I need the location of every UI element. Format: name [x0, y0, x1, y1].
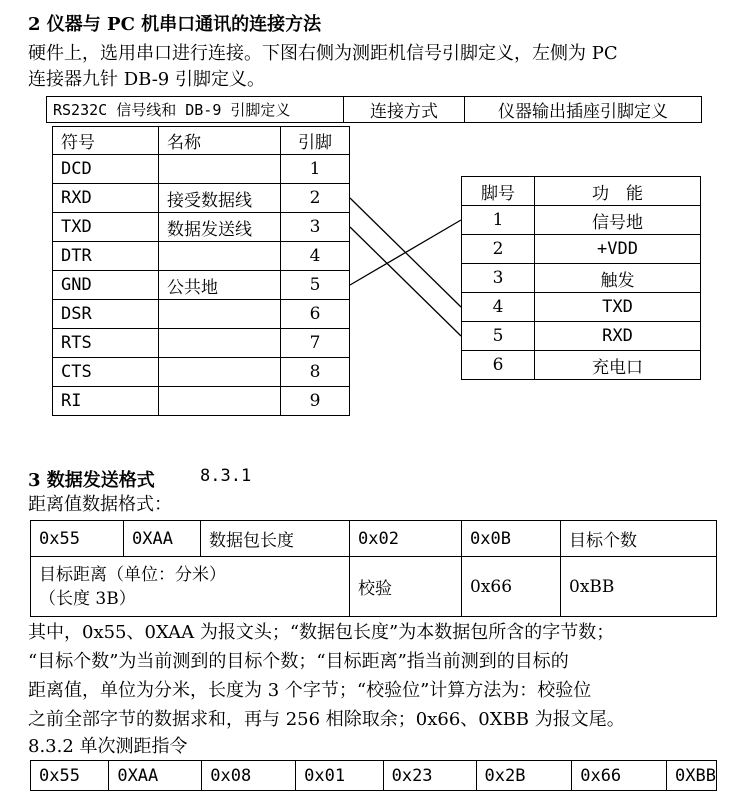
explain-line2: “目标个数”为当前测到的目标个数；“目标距离”指当前测到的目标的 — [28, 651, 569, 672]
section-2-text-line1: 硬件上，选用串口进行连接。下图右侧为测距机信号引脚定义，左侧为 PC — [28, 43, 618, 64]
db9-cell-symbol: DCD — [53, 155, 159, 184]
instrument-cell-pin: 1 — [462, 206, 535, 235]
header-connection: 连接方式 — [344, 97, 465, 123]
explain-line3: 距离值，单位为分米，长度为 3 个字节；“校验位”计算方法为：校验位 — [28, 680, 592, 701]
db9-cell-name: 接受数据线 — [159, 184, 281, 213]
distance-format-table — [30, 520, 717, 617]
command-byte: 0x01 — [296, 761, 383, 791]
wire-txd-to-rxd — [350, 227, 461, 336]
db9-cell-pin: 9 — [281, 387, 350, 416]
db9-cell-symbol: RTS — [53, 329, 159, 358]
db9-header-name: 名称 — [159, 127, 281, 155]
single-command-title: 8.3.2 单次测距指令 — [28, 736, 188, 757]
db9-cell-symbol: RXD — [53, 184, 159, 213]
db9-cell-pin: 8 — [281, 358, 350, 387]
db9-header-pin: 引脚 — [281, 127, 350, 155]
section-2-title: 2 仪器与 PC 机串口通讯的连接方法 — [28, 14, 322, 35]
instrument-cell-function: 充电口 — [535, 351, 701, 380]
command-byte: 0XBB — [667, 761, 717, 791]
db9-cell-pin: 1 — [281, 155, 350, 184]
command-byte: 0x23 — [383, 761, 476, 791]
command-byte: 0x08 — [202, 761, 296, 791]
section-3-subnumber: 8.3.1 — [200, 466, 252, 486]
single-command-table — [30, 760, 717, 791]
format-target-distance — [31, 557, 350, 617]
explain-line1: 其中，0x55、0XAA 为报文头；“数据包长度”为本数据包所含的字节数； — [28, 622, 615, 643]
wire-gnd-to-ground — [350, 220, 461, 285]
db9-cell-pin: 7 — [281, 329, 350, 358]
section-2-text-line2: 连接器九针 DB-9 引脚定义。 — [28, 69, 265, 90]
db9-cell-symbol: DTR — [53, 242, 159, 271]
format-target-distance-line1: 目标距离（单位：分米） — [39, 564, 226, 585]
format-byte-header2: 0XAA — [124, 521, 201, 557]
db9-cell-pin: 3 — [281, 213, 350, 242]
instrument-header-pin: 脚号 — [462, 177, 535, 206]
db9-cell-pin: 2 — [281, 184, 350, 213]
db9-cell-symbol: RI — [53, 387, 159, 416]
instrument-cell-pin: 5 — [462, 322, 535, 351]
format-byte-header1: 0x55 — [31, 521, 124, 557]
command-byte: 0x2B — [476, 761, 572, 791]
instrument-cell-pin: 2 — [462, 235, 535, 264]
explain-line4: 之前全部字节的数据求和，再与 256 相除取余；0x66、0XBB 为报文尾。 — [28, 709, 625, 730]
instrument-cell-pin: 3 — [462, 264, 535, 293]
format-tail2: 0xBB — [561, 557, 717, 617]
db9-cell-name: 数据发送线 — [159, 213, 281, 242]
format-target-count: 目标个数 — [561, 521, 717, 557]
header-instrument: 仪器输出插座引脚定义 — [465, 97, 702, 123]
db9-cell-pin: 4 — [281, 242, 350, 271]
instrument-cell-pin: 4 — [462, 293, 535, 322]
db9-header-symbol: 符号 — [53, 127, 159, 155]
instrument-cell-function: 触发 — [535, 264, 701, 293]
format-target-distance-line2: （长度 3B） — [39, 588, 136, 609]
header-db9: RS232C 信号线和 DB-9 引脚定义 — [47, 97, 344, 123]
db9-cell-pin: 6 — [281, 300, 350, 329]
db9-cell-symbol: DSR — [53, 300, 159, 329]
db9-cell-name: 公共地 — [159, 271, 281, 300]
instrument-cell-pin: 6 — [462, 351, 535, 380]
db9-cell-symbol: TXD — [53, 213, 159, 242]
db9-cell-pin: 5 — [281, 271, 350, 300]
db9-cell-symbol: CTS — [53, 358, 159, 387]
db9-cell-symbol: GND — [53, 271, 159, 300]
instrument-header-function: 功 能 — [535, 177, 701, 206]
command-byte: 0x66 — [572, 761, 667, 791]
section-3-subtitle: 距离值数据格式： — [28, 494, 172, 515]
instrument-cell-function: 信号地 — [535, 206, 701, 235]
instrument-cell-function: +VDD — [535, 235, 701, 264]
instrument-cell-function: TXD — [535, 293, 701, 322]
format-checksum: 校验 — [350, 557, 462, 617]
format-count-value: 0x0B — [462, 521, 561, 557]
instrument-cell-function: RXD — [535, 322, 701, 351]
format-tail1: 0x66 — [462, 557, 561, 617]
command-byte: 0XAA — [109, 761, 202, 791]
format-length-value: 0x02 — [350, 521, 462, 557]
format-packet-length: 数据包长度 — [201, 521, 350, 557]
command-byte: 0x55 — [31, 761, 109, 791]
section-3-title: 3 数据发送格式 — [28, 470, 155, 491]
